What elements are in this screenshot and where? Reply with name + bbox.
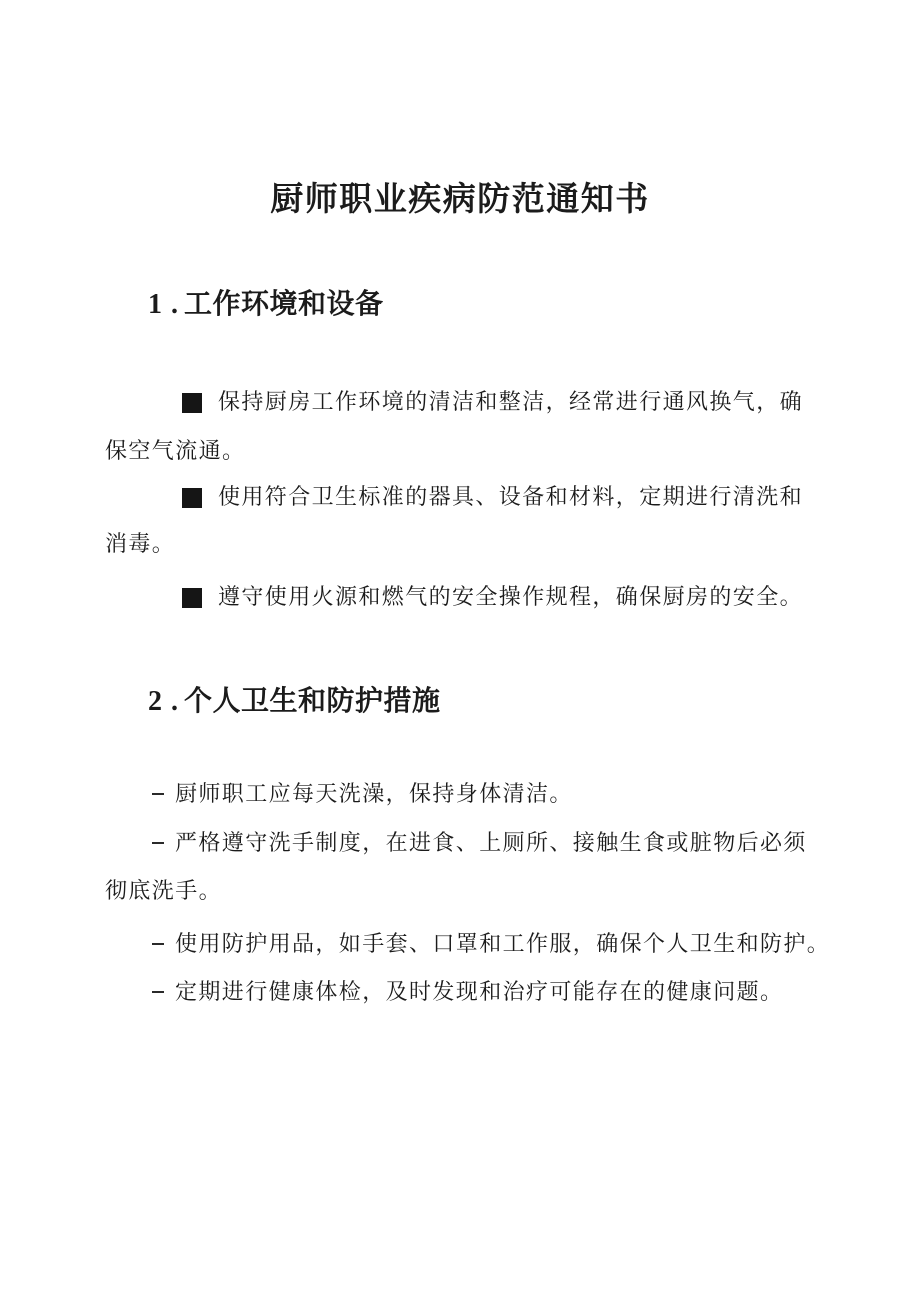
section-2-number: 2 . <box>148 686 179 717</box>
list-item <box>152 779 573 809</box>
section-2-heading-text: 个人卫生和防护措施 <box>184 685 441 716</box>
list-item-line: 严格遵守洗手制度，在进食、上厕所、接触生食或脏物后必须 <box>175 830 807 855</box>
list-item <box>182 582 803 612</box>
list-item <box>152 977 783 1007</box>
list-item-line: 保持厨房工作环境的清洁和整洁，经常进行通风换气，确 <box>218 389 804 414</box>
list-item-line: 使用防护用品，如手套、口罩和工作服，确保个人卫生和防护。 <box>175 931 831 956</box>
section-1-number: 1 . <box>148 289 179 320</box>
list-item-line: 使用符合卫生标准的器具、设备和材料，定期进行清洗和 <box>218 484 804 509</box>
section-1-heading <box>148 286 384 323</box>
list-item <box>152 828 807 858</box>
list-item-line: 定期进行健康体检，及时发现和治疗可能存在的健康问题。 <box>175 979 784 1004</box>
list-item-line: 厨师职工应每天洗澡，保持身体清洁。 <box>175 781 573 806</box>
section-1-heading-text: 工作环境和设备 <box>184 288 384 319</box>
list-item <box>182 387 803 417</box>
dash-bullet-icon <box>152 793 164 795</box>
page-title: 厨师职业疾病防范通知书 <box>270 180 650 217</box>
list-item-line: 保空气流通。 <box>105 438 246 463</box>
dash-bullet-icon <box>152 991 164 993</box>
section-2-heading <box>148 683 441 720</box>
dash-bullet-icon <box>152 842 164 844</box>
dash-bullet-icon <box>152 943 164 945</box>
list-item-line: 彻底洗手。 <box>105 878 223 903</box>
list-item-line: 消毒。 <box>105 531 176 556</box>
list-item <box>152 929 830 959</box>
square-bullet-icon <box>182 588 202 608</box>
list-item-line: 遵守使用火源和燃气的安全操作规程，确保厨房的安全。 <box>218 584 804 609</box>
square-bullet-icon <box>182 393 202 413</box>
list-item <box>182 482 803 512</box>
square-bullet-icon <box>182 488 202 508</box>
